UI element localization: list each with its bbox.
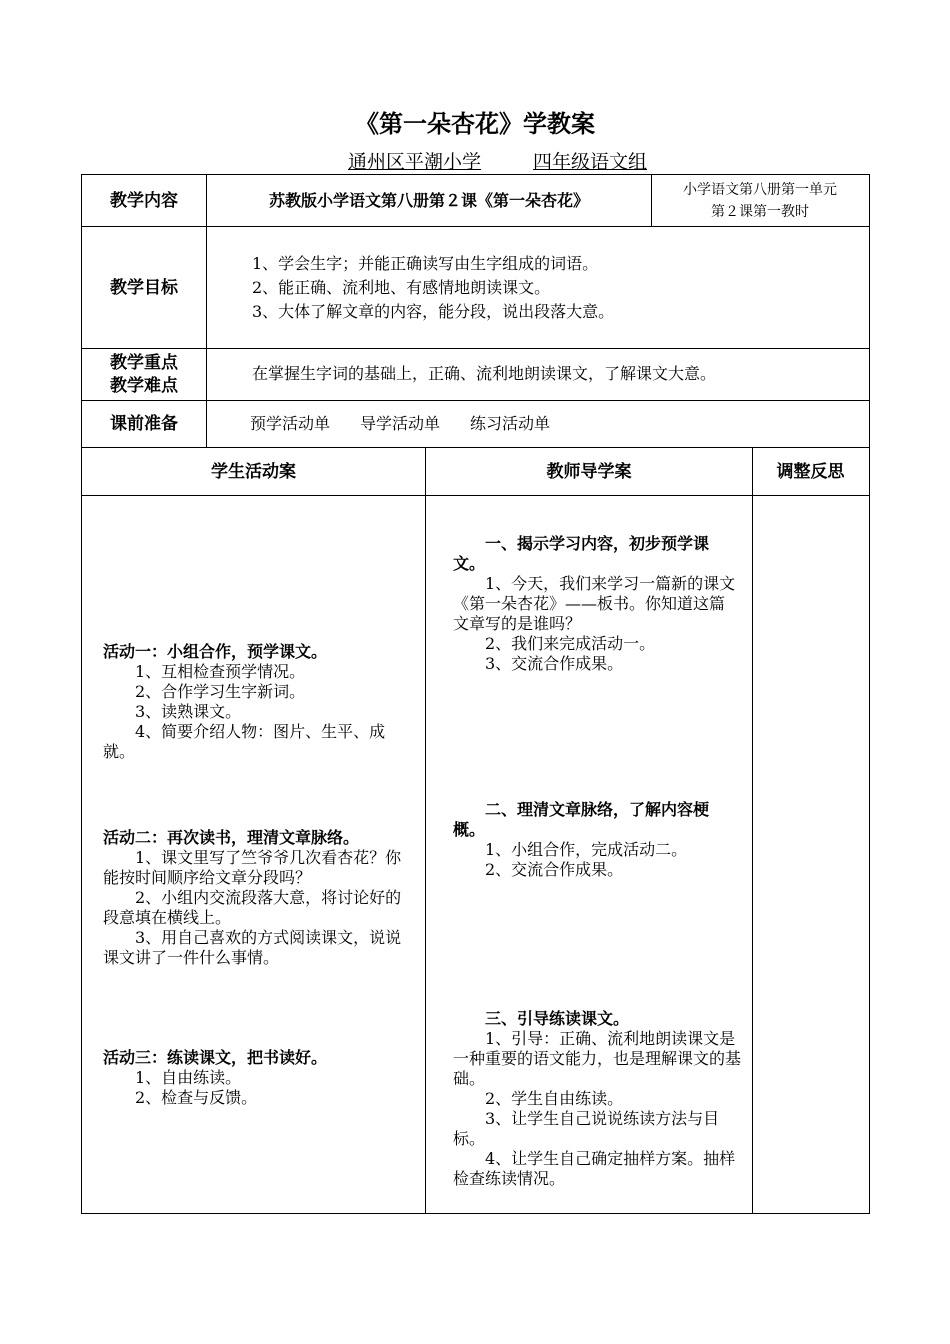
prep-items	[250, 412, 550, 436]
content-value: 苏教版小学语文第八册第２课《第一朵杏花》	[268, 190, 589, 210]
step-line: 2、学生自由练读。	[485, 1089, 624, 1108]
goal-item: 1、学会生字；并能正确读写由生字组成的词语。	[252, 254, 599, 273]
activity-line: 1、课文里写了竺爷爷几次看杏花？你能按时间顺序给文章分段吗？	[103, 848, 402, 887]
activity-line: 2、检查与反馈。	[135, 1088, 258, 1107]
activity-line: 3、用自己喜欢的方式阅读课文，说说课文讲了一件什么事情。	[103, 928, 402, 967]
key-label	[82, 349, 206, 400]
activity-heading: 活动二：再次读书，理清文章脉络。	[103, 828, 360, 847]
step-line: 2、交流合作成果。	[485, 860, 624, 879]
step-heading: 三、引导练读课文。	[485, 1009, 630, 1028]
goals-list	[252, 252, 614, 324]
student-activity-1	[103, 642, 411, 762]
goals-label: 教学目标	[110, 277, 178, 298]
activity-line: 1、自由练读。	[135, 1068, 242, 1087]
step-line: 1、引导：正确、流利地朗读课文是一种重要的语文能力，也是理解课文的基础。	[453, 1029, 742, 1088]
col-divider	[425, 447, 426, 1213]
key-label-1: 教学重点	[110, 352, 178, 373]
activity-line: 2、小组内交流段落大意，将讨论好的段意填在横线上。	[103, 888, 402, 927]
content-note	[652, 175, 868, 226]
student-activity-2	[103, 828, 411, 968]
key-value: 在掌握生字词的基础上，正确、流利地朗读课文，了解课文大意。	[252, 364, 717, 383]
activity-line: 3、读熟课文。	[135, 702, 242, 721]
activity-line: 1、互相检查预学情况。	[135, 662, 306, 681]
prep-item: 预学活动单	[250, 414, 331, 433]
step-line: 3、交流合作成果。	[485, 654, 624, 673]
content-note-line1: 小学语文第八册第一单元	[683, 181, 837, 198]
step-line: 1、今天，我们来学习一篇新的课文《第一朵杏花》——板书。你知道这篇文章写的是谁吗？	[453, 574, 736, 633]
col-header-student: 学生活动案	[211, 461, 296, 482]
key-label-2: 教学难点	[110, 375, 178, 396]
subtitle	[348, 150, 689, 174]
content-note-line2: 第２课第一教时	[711, 203, 809, 220]
page-title: 《第一朵杏花》学教案	[355, 109, 595, 138]
step-heading: 一、揭示学习内容，初步预学课文。	[453, 534, 710, 573]
step-line: 1、小组合作，完成活动二。	[485, 840, 688, 859]
student-activity-3	[103, 1048, 411, 1108]
prep-item: 导学活动单	[360, 414, 441, 433]
col-divider	[752, 447, 753, 1213]
activity-heading: 活动一：小组合作，预学课文。	[103, 642, 328, 661]
teacher-step-3	[453, 1009, 743, 1189]
step-line: 3、让学生自己说说练读方法与目标。	[453, 1109, 720, 1148]
activity-line: 4、简要介绍人物：图片、生平、成就。	[103, 722, 386, 761]
school-name: 通州区平潮小学	[348, 151, 482, 173]
content-label: 教学内容	[110, 190, 178, 211]
goal-item: 3、大体了解文章的内容，能分段，说出段落大意。	[252, 302, 615, 321]
activity-heading: 活动三：练读课文，把书读好。	[103, 1048, 328, 1067]
teacher-step-2	[453, 800, 737, 880]
prep-label: 课前准备	[110, 414, 178, 434]
step-heading: 二、理清文章脉络，了解内容梗概。	[453, 800, 710, 839]
group-name: 四年级语文组	[533, 151, 648, 173]
step-line: 4、让学生自己确定抽样方案。抽样检查练读情况。	[453, 1149, 736, 1188]
teacher-step-1	[453, 534, 737, 674]
step-line: 2、我们来完成活动一。	[485, 634, 656, 653]
col-header-teacher: 教师导学案	[546, 461, 632, 482]
goal-item: 2、能正确、流利地、有感情地朗读课文。	[252, 278, 551, 297]
prep-item: 练习活动单	[470, 414, 551, 433]
activity-line: 2、合作学习生字新词。	[135, 682, 306, 701]
col-header-reflect: 调整反思	[776, 461, 845, 482]
